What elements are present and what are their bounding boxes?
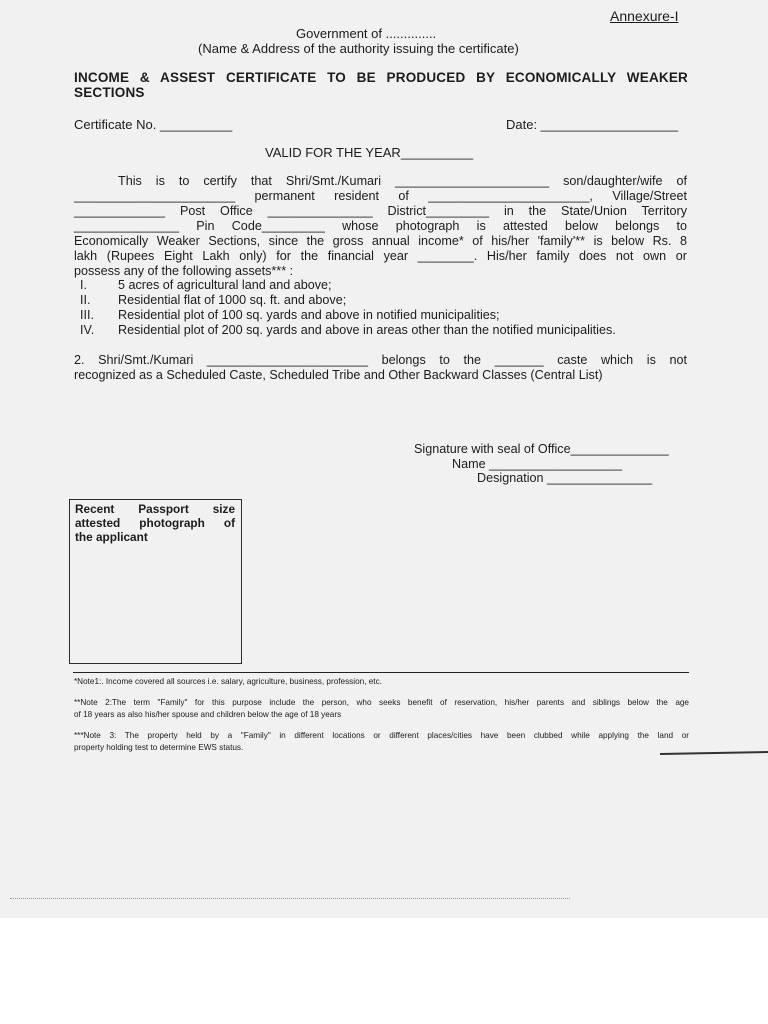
body-line: lakh (Rupees Eight Lakh only) for the financial year ________. His/her family does not own or: [74, 249, 687, 263]
list-item-text: Residential plot of 100 sq. yards and above in notified municipalities;: [118, 308, 500, 322]
list-item-number: III.: [80, 308, 94, 322]
certificate-body: [74, 174, 687, 279]
signature-designation-field: Designation _______________: [477, 471, 653, 485]
signature-name-field: Name ___________________: [452, 457, 623, 471]
list-item: [80, 278, 616, 293]
list-item: [80, 323, 616, 338]
note-3: [74, 730, 689, 754]
signature-seal-field: Signature with seal of Office______________: [414, 442, 669, 456]
body-line: Economically Weaker Sections, since the gross annual income* of his/her 'family'** is below Rs. 8: [74, 234, 687, 248]
note-line: **Note 2:The term "Family" for this purpose include the person, who seeks benefit of reservation, his/her parents and siblings below the age: [74, 698, 689, 707]
list-item-text: 5 acres of agricultural land and above;: [118, 278, 332, 292]
note-line: *Note1:. Income covered all sources i.e. salary, agriculture, business, profession, etc.: [74, 677, 382, 686]
list-item-text: Residential plot of 200 sq. yards and above in areas other than the notified municipalities.: [118, 323, 616, 337]
list-item: [80, 293, 616, 308]
photo-text-line: Recent Passport size: [75, 502, 235, 516]
certificate-title: [74, 70, 688, 100]
photo-text-line: attested photograph of: [75, 516, 235, 530]
government-line: Government of ..............: [296, 26, 437, 41]
body-line: _______________ Pin Code_________ whose photograph is attested below belongs to: [74, 219, 687, 233]
valid-year-field: VALID FOR THE YEAR__________: [265, 145, 474, 160]
blank-margin: [0, 918, 768, 1024]
date-field: Date: ___________________: [506, 117, 679, 132]
body-line: _______________________ permanent resident of _______________________, Village/Street: [74, 189, 687, 203]
list-item-text: Residential flat of 1000 sq. ft. and above;: [118, 293, 347, 307]
note-2: [74, 697, 689, 721]
note-line: ***Note 3: The property held by a "Family" in different locations or different places/cities have been clubbed while applying the land or: [74, 731, 689, 740]
photo-text-line: the applicant: [75, 530, 148, 544]
caste-paragraph: [74, 353, 687, 383]
note-line: of 18 years as also his/her spouse and children below the age of 18 years: [74, 710, 342, 719]
photograph-box: [69, 499, 242, 664]
list-item-number: II.: [80, 293, 91, 307]
note-line: property holding test to determine EWS status.: [74, 743, 244, 752]
annexure-label: Annexure-I: [610, 8, 679, 24]
title-line-2: SECTIONS: [74, 85, 145, 100]
assets-list: [80, 278, 616, 338]
authority-line: (Name & Address of the authority issuing the certificate): [198, 41, 519, 56]
photograph-instructions: [75, 502, 235, 544]
list-item-number: IV.: [80, 323, 95, 337]
list-item-number: I.: [80, 278, 87, 292]
list-item: [80, 308, 616, 323]
body-line: _____________ Post Office _______________ District_________ in the State/Union Territory: [74, 204, 687, 218]
body-line: This is to certify that Shri/Smt./Kumari ______________________ son/daughter/wife of: [118, 174, 687, 188]
certificate-number-field: Certificate No. __________: [74, 117, 233, 132]
title-line-1: INCOME & ASSEST CERTIFICATE TO BE PRODUCED BY ECONOMICALLY WEAKER: [74, 70, 688, 85]
caste-line-1: 2. Shri/Smt./Kumari _______________________ belongs to the _______ caste which is not: [74, 353, 687, 367]
note-1: [74, 676, 689, 688]
body-line: possess any of the following assets*** :: [74, 264, 294, 278]
notes-divider: [73, 672, 689, 673]
caste-line-2: recognized as a Scheduled Caste, Scheduled Tribe and Other Backward Classes (Central List): [74, 368, 603, 382]
scan-artifact-dots: [10, 898, 570, 905]
